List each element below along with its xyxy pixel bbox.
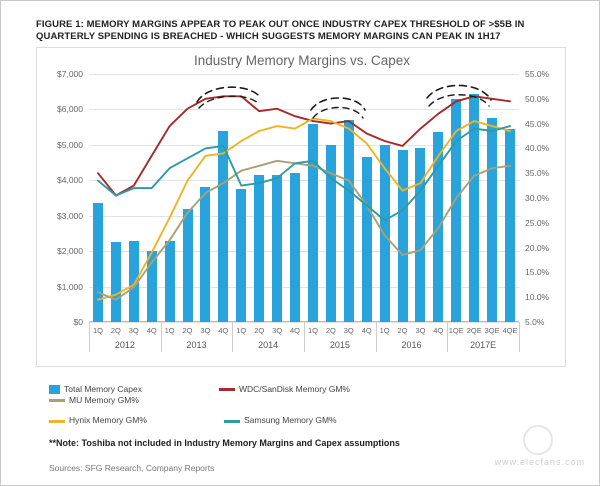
y2-axis-tick-label: 25.0% bbox=[525, 217, 550, 228]
figure-note: **Note: Toshiba not included in Industry Memory Margins and Capex assumptions bbox=[49, 438, 400, 448]
year-separator bbox=[304, 322, 305, 352]
plot-area bbox=[89, 74, 519, 322]
legend-label: Total Memory Capex bbox=[64, 383, 142, 394]
y-axis-tick-label: $4,000 bbox=[57, 175, 83, 186]
y2-axis-tick-label: 10.0% bbox=[525, 292, 550, 303]
year-separator bbox=[89, 322, 90, 352]
y-axis-tick-label: $7,000 bbox=[57, 69, 83, 79]
x-axis-tick-label: 3Q bbox=[272, 326, 283, 335]
x-axis-tick-label: 4Q bbox=[290, 326, 301, 335]
x-axis-tick-label: 2Q bbox=[254, 326, 265, 335]
legend-item bbox=[224, 415, 389, 425]
legend-label: MU Memory GM% bbox=[69, 394, 139, 405]
year-separator bbox=[376, 322, 377, 352]
y2-axis-tick-label: 20.0% bbox=[525, 242, 550, 253]
y-axis-tick-label: $3,000 bbox=[57, 210, 83, 221]
y-axis-tick-label: $6,000 bbox=[57, 104, 83, 115]
y2-axis-tick-label: 45.0% bbox=[525, 118, 550, 129]
x-axis-tick-label: 2Q bbox=[182, 326, 193, 335]
x-axis-tick-label: 2QE bbox=[466, 326, 482, 335]
y-axis-tick-label: $1,000 bbox=[57, 281, 83, 292]
x-axis-tick-label: 2Q bbox=[325, 326, 336, 335]
x-axis-tick-label: 2Q bbox=[110, 326, 121, 335]
y-axis-tick-label: $2,000 bbox=[57, 246, 83, 257]
watermark-text: www.elecfans.com bbox=[494, 457, 585, 467]
x-axis-tick-label: 1QE bbox=[448, 326, 464, 335]
watermark-logo-icon bbox=[523, 425, 553, 455]
legend-swatch bbox=[49, 399, 65, 402]
chart-title: Industry Memory Margins vs. Capex bbox=[193, 53, 411, 68]
x-axis-tick-label: 3Q bbox=[343, 326, 354, 335]
x-axis-tick-label: 1Q bbox=[379, 326, 390, 335]
x-axis-tick-label: 4Q bbox=[433, 326, 444, 335]
legend-label: WDC/SanDisk Memory GM% bbox=[239, 383, 350, 394]
y2-axis-tick-label: 40.0% bbox=[525, 143, 550, 154]
x-axis-tick-label: 1Q bbox=[236, 326, 247, 335]
x-axis-tick-label: 4Q bbox=[361, 326, 372, 335]
peak-annotation-arc bbox=[313, 108, 363, 119]
x-axis-tick-label: 1Q bbox=[164, 326, 175, 335]
x-axis-year-label: 2014 bbox=[258, 340, 279, 350]
x-axis-tick-label: 2Q bbox=[397, 326, 408, 335]
line-series bbox=[98, 96, 510, 195]
legend-item bbox=[49, 395, 214, 405]
x-axis-tick-label: 1Q bbox=[92, 326, 103, 335]
legend-item bbox=[219, 384, 394, 394]
x-axis-year-label: 2015 bbox=[329, 340, 350, 350]
x-axis-year-label: 2017E bbox=[470, 340, 497, 350]
x-axis-year-label: 2012 bbox=[114, 340, 135, 350]
x-axis-year-label: 2016 bbox=[401, 340, 422, 350]
y2-axis-tick-label: 55.0% bbox=[525, 69, 550, 79]
year-separator bbox=[161, 322, 162, 352]
line-series bbox=[98, 119, 510, 300]
y2-axis-tick-label: 30.0% bbox=[525, 193, 550, 203]
legend-swatch bbox=[219, 388, 235, 391]
line-series-layer bbox=[89, 74, 519, 322]
legend-swatch bbox=[49, 420, 65, 423]
x-axis-tick-label: 3QE bbox=[484, 326, 500, 335]
year-separator bbox=[519, 322, 520, 352]
y2-axis-tick-label: 50.0% bbox=[525, 93, 550, 104]
chart-container bbox=[36, 47, 566, 367]
legend-label: Samsung Memory GM% bbox=[244, 415, 337, 426]
year-separator bbox=[447, 322, 448, 352]
x-axis-tick-label: 3Q bbox=[415, 326, 426, 335]
x-axis-tick-label: 4QE bbox=[502, 326, 518, 335]
y2-axis-tick-label: 5.0% bbox=[525, 317, 545, 327]
legend-item bbox=[49, 384, 209, 394]
y2-axis-tick-label: 35.0% bbox=[525, 168, 550, 179]
y-axis-tick-label: $5,000 bbox=[57, 139, 83, 150]
figure-sources: Sources: SFG Research, Company Reports bbox=[49, 463, 215, 473]
x-axis-tick-label: 3Q bbox=[200, 326, 211, 335]
line-series bbox=[98, 126, 510, 220]
y-axis-tick-label: $0 bbox=[73, 317, 83, 327]
x-axis-year-label: 2013 bbox=[186, 340, 207, 350]
y2-axis-tick-label: 15.0% bbox=[525, 267, 550, 278]
line-series bbox=[98, 161, 510, 300]
x-axis-tick-label: 1Q bbox=[307, 326, 318, 335]
year-separator bbox=[232, 322, 233, 352]
legend-label: Hynix Memory GM% bbox=[69, 415, 147, 426]
legend-swatch bbox=[49, 385, 60, 394]
legend-item bbox=[49, 415, 214, 425]
x-axis-tick-label: 4Q bbox=[146, 326, 157, 335]
legend-swatch bbox=[224, 420, 240, 423]
x-axis-tick-label: 4Q bbox=[218, 326, 229, 335]
chart-legend bbox=[49, 383, 559, 425]
x-axis-tick-label: 3Q bbox=[128, 326, 139, 335]
figure-caption: FIGURE 1: MEMORY MARGINS APPEAR TO PEAK OUT ONCE INDUSTRY CAPEX THRESHOLD OF >$5B IN QUARTERLY SPENDING IS BREACHED - WHICH SUGGESTS MEMORY MARGINS CAN PEAK IN 1H17 bbox=[36, 19, 525, 42]
